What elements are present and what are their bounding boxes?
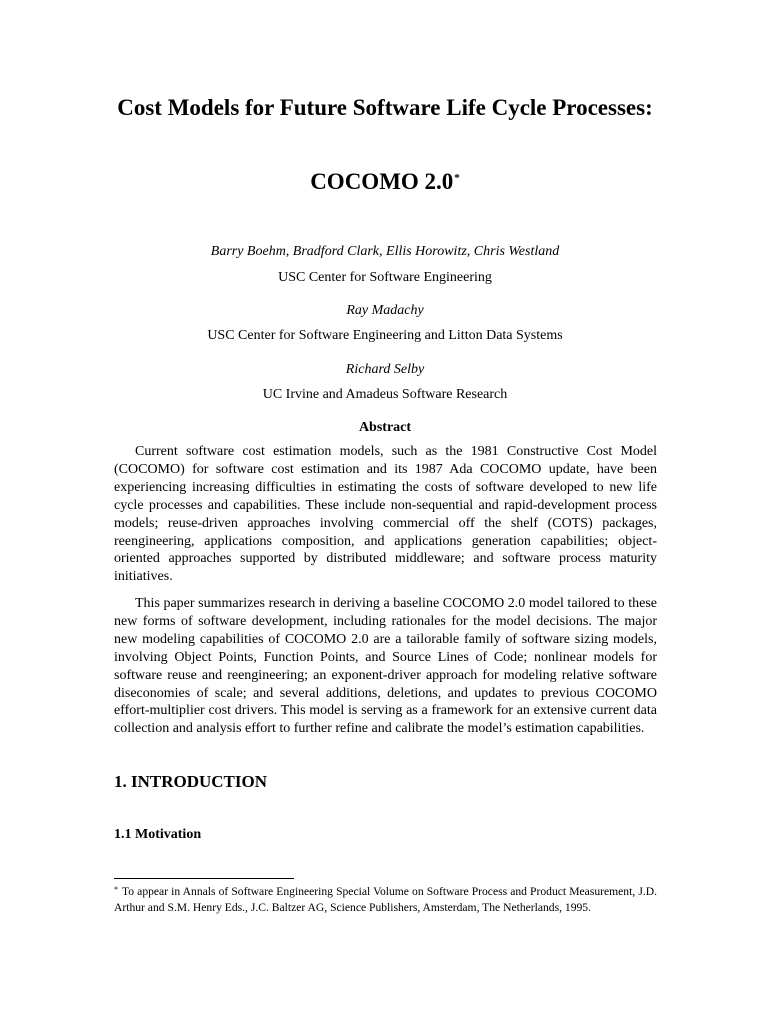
- author-affiliation-2: USC Center for Software Engineering and Litton Data Systems: [207, 328, 563, 343]
- author-affiliation-1: USC Center for Software Engineering: [278, 270, 492, 285]
- title-footnote-marker: *: [454, 172, 460, 184]
- author-names-3: Richard Selby: [345, 362, 425, 377]
- author-names-2: Ray Madachy: [346, 303, 424, 318]
- footnote: [114, 884, 657, 916]
- paper-title-line-1: Cost Models for Future Software Life Cycle Processes:: [117, 95, 653, 120]
- abstract-paragraph-1: Current software cost estimation models, such as the 1981 Constructive Cost Model (COCOMO) for software cost estimation and its 1987 Ada COCOMO update, have been experiencing increasing difficulties in estimating the costs of software developed to new life cycle processes and capabilities. These include non-sequential and rapid-development process models; reuse-driven approaches involving commercial off the shelf (COTS) packages, reengineering, applications composition, and applications generation capabilities; object-oriented approaches supported by distributed middleware; and software process maturity initiatives.: [114, 444, 657, 585]
- abstract-paragraph-2: This paper summarizes research in deriving a baseline COCOMO 2.0 model tailored to these new forms of software development, including rationales for the model decisions. The major new modeling capabilities of COCOMO 2.0 are a tailorable family of software sizing models, involving Object Points, Function Points, and Source Lines of Code; nonlinear models for software reuse and reengineering; an exponent-driver approach for modeling relative software diseconomies of scale; and several additions, deletions, and updates to previous COCOMO effort-multiplier cost drivers. This model is serving as a framework for an extensive current data collection and analysis effort to further refine and calibrate the model’s estimation capabilities.: [114, 596, 657, 737]
- subsection-heading-motivation: 1.1 Motivation: [114, 827, 202, 842]
- paper-title-line-2: [0, 168, 770, 196]
- abstract-heading: Abstract: [358, 420, 412, 435]
- footnote-text: To appear in Annals of Software Engineering Special Volume on Software Process and Product Measurement, J.D. Arthur and S.M. Henry Eds., J.C. Baltzer AG, Science Publishers, Amsterdam, The Netherlands, 1995.: [114, 885, 657, 914]
- section-heading-introduction: 1. INTRODUCTION: [114, 772, 268, 791]
- footnote-marker: *: [114, 885, 118, 894]
- author-affiliation-3: UC Irvine and Amadeus Software Research: [262, 387, 508, 402]
- paper-title-line-2-text: COCOMO 2.0: [310, 169, 454, 194]
- footnote-divider: [114, 878, 294, 879]
- author-names-1: Barry Boehm, Bradford Clark, Ellis Horowitz, Chris Westland: [210, 244, 560, 259]
